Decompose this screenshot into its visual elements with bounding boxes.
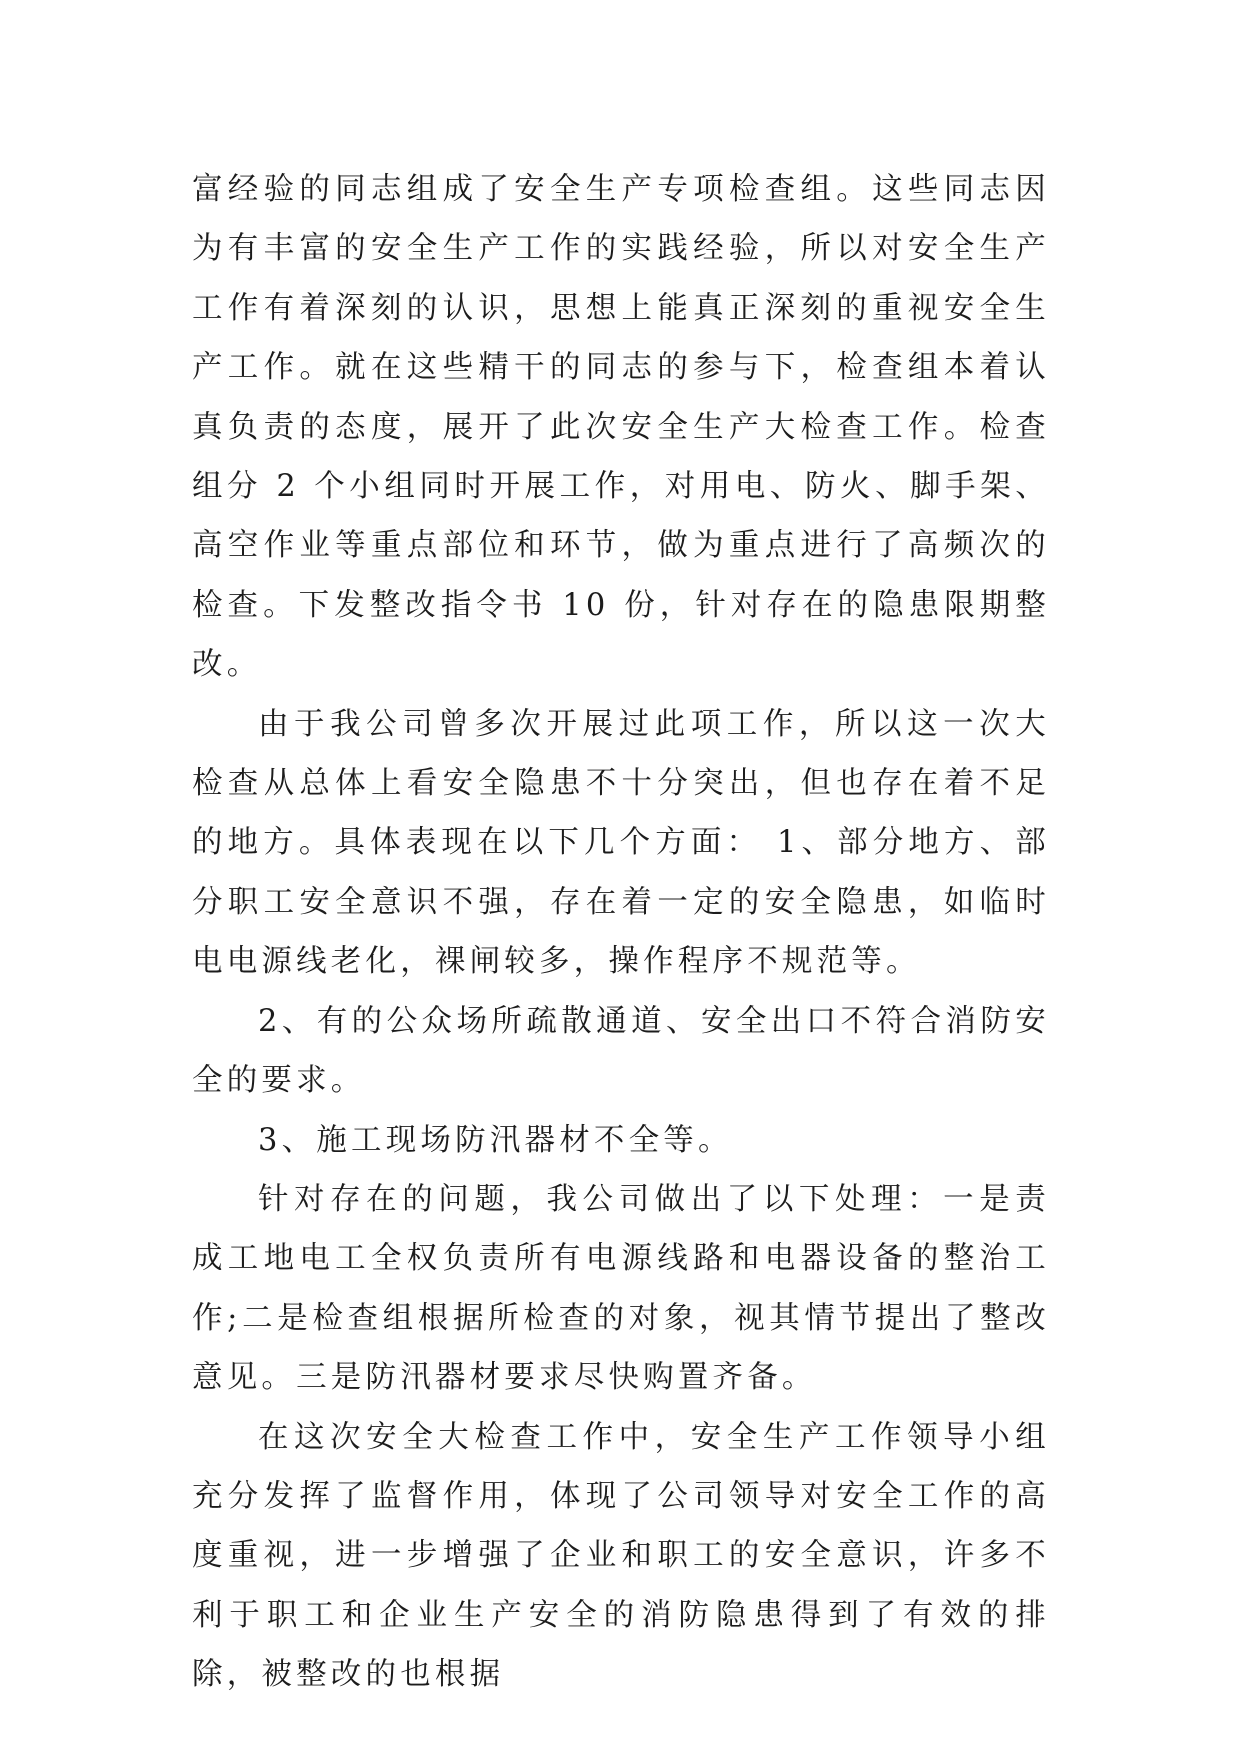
paragraph-conclusion: 在这次安全大检查工作中，安全生产工作领导小组充分发挥了监督作用，体现了公司领导对安全工作的高度重视，进一步增强了企业和职工的安全意识，许多不利于职工和企业生产安全的消防隐患得到了有效的排除，被整改的也根据 (192, 1419, 1050, 1693)
paragraph-handling: 针对存在的问题，我公司做出了以下处理：一是责成工地电工全权负责所有电源线路和电器设备的整治工作;二是检查组根据所检查的对象，视其情节提出了整改意见。三是防汛器材要求尽快购置齐备。 (192, 1181, 1050, 1396)
document-page (192, 160, 1050, 1705)
paragraph-inspection-team: 富经验的同志组成了安全生产专项检查组。这些同志因为有丰富的安全生产工作的实践经验，所以对安全生产工作有着深刻的认识，思想上能真正深刻的重视安全生产工作。就在这些精干的同志的参与下，检查组本着认真负责的态度，展开了此次安全生产大检查工作。检查组分 2 个小组同时开展工作，对用电、防火、脚手架、高空作业等重点部位和环节，做为重点进行了高频次的检查。下发整改指令书 10 份，针对存在的隐患限期整改。 (192, 172, 1050, 683)
paragraph-item-3: 3、施工现场防汛器材不全等。 (258, 1122, 733, 1158)
paragraph-shortcomings: 由于我公司曾多次开展过此项工作，所以这一次大检查从总体上看安全隐患不十分突出，但也存在着不足的地方。具体表现在以下几个方面： 1、部分地方、部分职工安全意识不强，存在着一定的安全隐患，如临时电电源线老化，裸闸较多，操作程序不规范等。 (192, 706, 1050, 980)
paragraph-item-2: 2、有的公众场所疏散通道、安全出口不符合消防安全的要求。 (192, 1003, 1050, 1099)
